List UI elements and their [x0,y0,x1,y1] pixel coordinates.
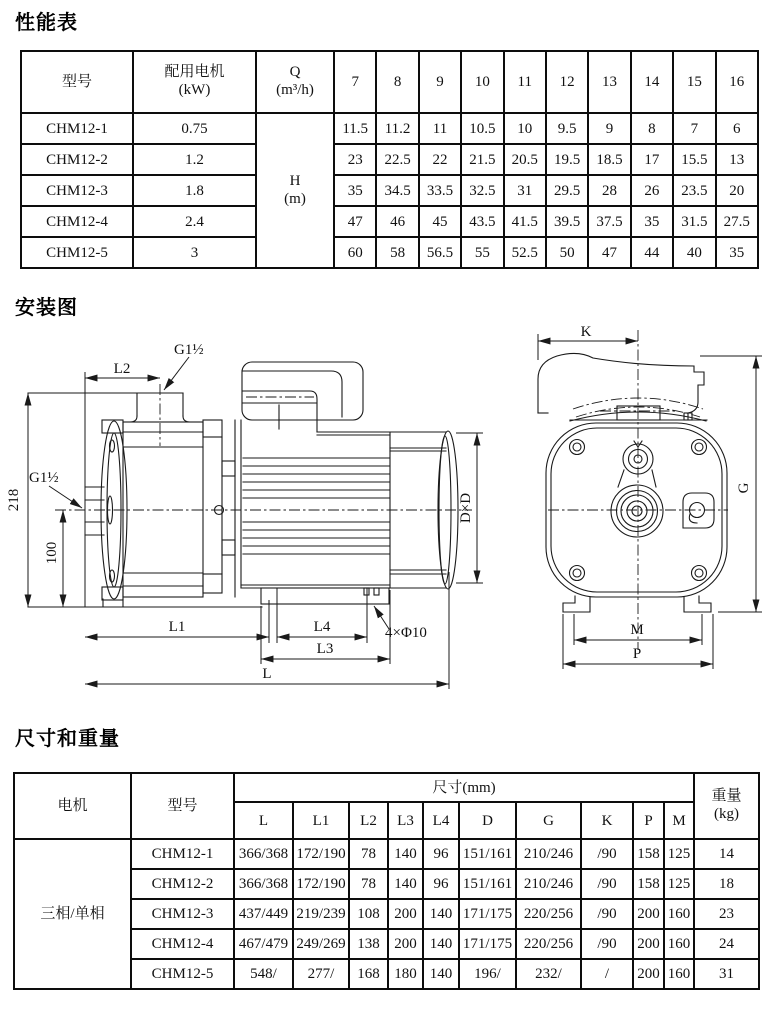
cell: 58 [376,237,418,268]
cell: 151/161 [459,869,516,899]
installation-front-view-drawing [500,325,780,710]
cell: 23 [334,144,376,175]
cell: 151/161 [459,839,516,869]
dim-label-100: 100 [44,541,60,565]
performance-table [20,50,759,269]
cell: 140 [423,929,459,959]
cell: /90 [581,839,633,869]
cell-model: CHM12-4 [131,929,234,959]
table-header-row [14,773,759,802]
cell-head-unit [256,113,334,268]
cell: 140 [423,899,459,929]
dim-label-l4: L4 [313,619,331,635]
cell: 11 [419,113,461,144]
dimension-labels [581,325,752,662]
flow-col: 15 [673,51,715,113]
cell: 172/190 [293,869,349,899]
cell: 27.5 [716,206,758,237]
cell: 22 [419,144,461,175]
cell: 200 [633,959,664,989]
size-col: L4 [423,802,459,839]
cell: 35 [631,206,673,237]
cell: 19.5 [546,144,588,175]
cell-weight: 24 [694,929,759,959]
flow-col: 16 [716,51,758,113]
cell: 437/449 [234,899,293,929]
cell-motor: 2.4 [133,206,256,237]
cell: 29.5 [546,175,588,206]
mounting-holes-label: 4×Φ10 [385,625,427,641]
flow-col: 12 [546,51,588,113]
cell: 15.5 [673,144,715,175]
cell: 28 [588,175,630,206]
flow-symbol: Q [289,64,301,81]
cell: 60 [334,237,376,268]
cell: 41.5 [504,206,546,237]
table-row [21,206,758,237]
cell: 45 [419,206,461,237]
cell-motor-group: 三相/单相 [14,839,131,989]
cell: 35 [334,175,376,206]
cell: 171/175 [459,899,516,929]
table-header-row [21,51,758,113]
col-header-size-group: 尺寸(mm) [234,773,694,802]
size-col: G [516,802,581,839]
cell: 210/246 [516,839,581,869]
cell: 11.5 [334,113,376,144]
cell-weight: 18 [694,869,759,899]
table-row [14,839,759,869]
cell: 158 [633,839,664,869]
table-row [21,113,758,144]
cell: 210/246 [516,869,581,899]
size-col: L2 [349,802,388,839]
size-col: D [459,802,516,839]
size-col: L [234,802,293,839]
cell: 18.5 [588,144,630,175]
cell: 200 [633,929,664,959]
cell: 44 [631,237,673,268]
cell: 37.5 [588,206,630,237]
flow-col: 10 [461,51,503,113]
dimensions-table [13,772,760,990]
cell-motor: 1.8 [133,175,256,206]
cell: 31 [504,175,546,206]
cell: 52.5 [504,237,546,268]
port-top-thread-label: G1½ [174,342,204,358]
col-header-motor [133,51,256,113]
cell: 168 [349,959,388,989]
cell: 32.5 [461,175,503,206]
cell: 8 [631,113,673,144]
cell: 232/ [516,959,581,989]
cell-motor: 1.2 [133,144,256,175]
cell: 96 [423,839,459,869]
dim-label-dxd: D×D [458,492,474,524]
cell-model: CHM12-2 [21,144,133,175]
cell: 220/256 [516,899,581,929]
cell: 35 [716,237,758,268]
pump-front-outline [538,353,727,612]
cell: 7 [673,113,715,144]
port-left-thread-label: G1½ [29,470,59,486]
cell-model: CHM12-1 [21,113,133,144]
col-header-motor-line2: (kW) [178,82,211,98]
cell-weight: 14 [694,839,759,869]
table-row [21,237,758,268]
cell-model: CHM12-1 [131,839,234,869]
cell: 11.2 [376,113,418,144]
cell-model: CHM12-4 [21,206,133,237]
cell-model: CHM12-3 [21,175,133,206]
cell: 46 [376,206,418,237]
cell: / [581,959,633,989]
cell: 31.5 [673,206,715,237]
size-col: L3 [388,802,423,839]
cell: 26 [631,175,673,206]
flow-col: 7 [334,51,376,113]
flow-unit: (m³/h) [276,82,314,98]
performance-section-title: 性能表 [15,12,78,34]
cell: 158 [633,869,664,899]
cell: 22.5 [376,144,418,175]
flow-col: 14 [631,51,673,113]
head-unit: (m) [284,190,306,207]
size-col: P [633,802,664,839]
cell: 160 [664,899,694,929]
cell: 33.5 [419,175,461,206]
head-symbol: H [289,172,301,189]
dim-label-g: G [736,482,752,494]
flow-col: 11 [504,51,546,113]
cell: 39.5 [546,206,588,237]
col-header-motor-line1: 配用电机 [164,64,225,81]
cell: 96 [423,869,459,899]
cell: 17 [631,144,673,175]
cell: 10.5 [461,113,503,144]
dim-label-m: M [630,622,644,638]
cell: 160 [664,959,694,989]
cell: 140 [388,839,423,869]
cell-weight: 23 [694,899,759,929]
pump-side-outline [28,362,458,607]
cell: /90 [581,899,633,929]
cell: 23.5 [673,175,715,206]
cell: 277/ [293,959,349,989]
cell: 78 [349,839,388,869]
flow-col: 13 [588,51,630,113]
col-header-model: 型号 [131,773,234,839]
size-col: M [664,802,694,839]
col-header-model: 型号 [21,51,133,113]
cell-model: CHM12-5 [21,237,133,268]
cell: 78 [349,869,388,899]
cell: 10 [504,113,546,144]
cell-weight: 31 [694,959,759,989]
cell: /90 [581,869,633,899]
cell: 40 [673,237,715,268]
cell: 43.5 [461,206,503,237]
cell: 56.5 [419,237,461,268]
dim-label-l: L [262,666,272,682]
dim-label-l1: L1 [168,619,186,635]
cell-motor: 3 [133,237,256,268]
cell: 108 [349,899,388,929]
cell: 9 [588,113,630,144]
cell: 9.5 [546,113,588,144]
cell: /90 [581,929,633,959]
dim-label-218: 218 [6,488,22,512]
cell-model: CHM12-2 [131,869,234,899]
col-header-motor: 电机 [14,773,131,839]
cell: 467/479 [234,929,293,959]
table-row [21,175,758,206]
installation-section-title: 安装图 [15,297,78,319]
col-header-weight [694,773,759,839]
table-row [21,144,758,175]
cell: 180 [388,959,423,989]
cell-motor: 0.75 [133,113,256,144]
cell: 20 [716,175,758,206]
cell: 219/239 [293,899,349,929]
cell: 171/175 [459,929,516,959]
cell: 47 [588,237,630,268]
cell: 200 [388,899,423,929]
cell: 548/ [234,959,293,989]
weight-unit: (kg) [714,806,740,822]
cell: 6 [716,113,758,144]
cell: 125 [664,869,694,899]
col-header-flow [256,51,334,113]
cell: 34.5 [376,175,418,206]
cell: 21.5 [461,144,503,175]
cell: 138 [349,929,388,959]
cell: 196/ [459,959,516,989]
cell: 140 [423,959,459,989]
cell: 55 [461,237,503,268]
flow-col: 8 [376,51,418,113]
cell: 220/256 [516,929,581,959]
cell: 366/368 [234,869,293,899]
dim-label-l3: L3 [316,641,334,657]
cell-model: CHM12-3 [131,899,234,929]
cell: 172/190 [293,839,349,869]
dimensions-section-title: 尺寸和重量 [15,728,120,750]
cell: 20.5 [504,144,546,175]
cell: 366/368 [234,839,293,869]
cell: 160 [664,929,694,959]
installation-side-view-drawing [0,325,500,710]
cell: 125 [664,839,694,869]
dim-label-p: P [632,646,642,662]
cell: 140 [388,869,423,899]
dim-label-k: K [580,325,592,340]
weight-label: 重量 [711,788,742,805]
cell: 249/269 [293,929,349,959]
dim-label-l2: L2 [113,361,131,377]
cell: 47 [334,206,376,237]
cell: 13 [716,144,758,175]
cell: 200 [633,899,664,929]
size-col: L1 [293,802,349,839]
cell: 50 [546,237,588,268]
flow-col: 9 [419,51,461,113]
cell: 200 [388,929,423,959]
cell-model: CHM12-5 [131,959,234,989]
size-col: K [581,802,633,839]
